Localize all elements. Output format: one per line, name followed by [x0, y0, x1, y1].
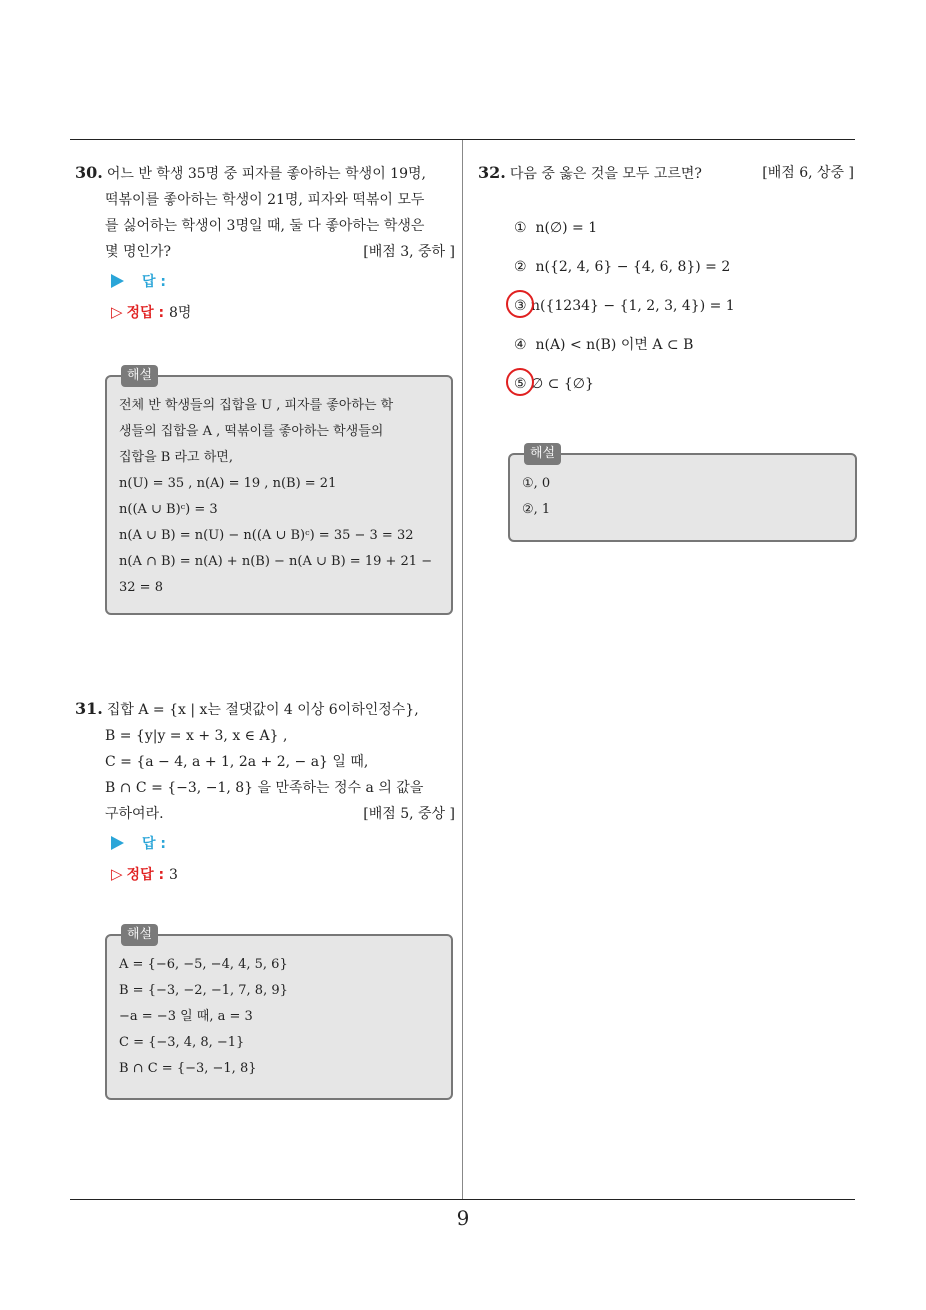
explain-line: C = {−3, 4, 8, −1} — [119, 1035, 245, 1050]
question-30-line2: 떡볶이를 좋아하는 학생이 21명, 피자와 떡볶이 모두 — [105, 192, 425, 208]
triangle-outline-icon: ▷ — [111, 303, 123, 321]
play-icon — [111, 274, 124, 288]
page-number: 9 — [456, 1206, 470, 1230]
explanation-tag: 해설 — [524, 443, 561, 465]
explain-line: −a = −3 일 때, a = 3 — [119, 1009, 253, 1024]
explain-line: n((A ∪ B)ᶜ) = 3 — [119, 502, 218, 517]
score: [배점 6, 상중 ] — [762, 165, 854, 181]
question-32 — [478, 160, 854, 187]
correct-answer-value: 8명 — [168, 305, 192, 321]
triangle-outline-icon: ▷ — [111, 865, 123, 883]
explanation-box-32 — [508, 446, 857, 542]
question-32-line1: 32. 다음 중 옳은 것을 모두 고르면? [배점 6, 상중 ] — [478, 160, 854, 187]
explanation-box-31 — [105, 927, 453, 1100]
question-30-line3: 를 싫어하는 학생이 3명일 때, 둘 다 좋아하는 학생은 — [105, 218, 425, 234]
question-31-line2: B = {y|y = x + 3, x ∈ A} , — [105, 728, 288, 744]
question-30 — [75, 160, 455, 326]
question-30-line4: 몇 명인가? [배점 3, 중하 ] — [75, 239, 455, 265]
column-divider — [462, 140, 463, 1200]
option-2: ② n({2, 4, 6} − {4, 6, 8}) = 2 — [514, 259, 731, 275]
question-31-line3: C = {a − 4, a + 1, 2a + 2, − a} 일 때, — [105, 754, 369, 770]
explain-line: ①, 0 — [522, 476, 551, 491]
selected-circle-icon — [506, 368, 534, 396]
question-number: 31. — [75, 699, 103, 718]
explain-line: B ∩ C = {−3, −1, 8} — [119, 1061, 257, 1076]
option-4: ④ n(A) < n(B) 이면 A ⊂ B — [514, 337, 694, 353]
options-list — [514, 218, 854, 413]
explain-line: 집합을 B 라고 하면, — [119, 450, 233, 465]
option-5: ⑤ ∅ ⊂ {∅} — [514, 374, 854, 413]
answer-row: 답 : — [75, 831, 455, 857]
answer-row: 답 : — [75, 269, 455, 295]
explanation-box-30 — [105, 368, 453, 615]
question-number: 30. — [75, 163, 103, 182]
explain-line: 전체 반 학생들의 집합을 U , 피자를 좋아하는 학 — [119, 398, 394, 413]
question-31-line5: 구하여라. [배점 5, 중상 ] — [75, 801, 455, 827]
score: [배점 3, 중하 ] — [363, 244, 455, 260]
explain-line: B = {−3, −2, −1, 7, 8, 9} — [119, 983, 288, 998]
explain-line: 32 = 8 — [119, 580, 163, 595]
selected-circle-icon — [506, 290, 534, 318]
explain-line: n(A ∪ B) = n(U) − n((A ∪ B)ᶜ) = 35 − 3 = 32 — [119, 528, 414, 543]
correct-answer-value: 3 — [168, 867, 178, 883]
option-1: ① n(∅) = 1 — [514, 220, 598, 236]
bottom-rule — [70, 1199, 855, 1200]
play-icon — [111, 836, 124, 850]
explain-line: 생들의 집합을 A , 떡볶이를 좋아하는 학생들의 — [119, 424, 384, 439]
explain-line: n(U) = 35 , n(A) = 19 , n(B) = 21 — [119, 476, 337, 491]
explanation-tag: 해설 — [121, 365, 158, 387]
explanation-tag: 해설 — [121, 924, 158, 946]
question-31-line4: B ∩ C = {−3, −1, 8} 을 만족하는 정수 a 의 값을 — [105, 780, 424, 796]
question-number: 32. — [478, 163, 506, 182]
explain-line: A = {−6, −5, −4, 4, 5, 6} — [119, 957, 288, 972]
correct-answer-row: ▷ 정답 : 3 — [75, 861, 455, 888]
explain-line: n(A ∩ B) = n(A) + n(B) − n(A ∪ B) = 19 + 21 − — [119, 554, 433, 569]
question-31-line1: 31. 집합 A = {x | x는 절댓값이 4 이상 6이하인정수}, — [75, 699, 419, 718]
option-3: ③ n({1234} − {1, 2, 3, 4}) = 1 — [514, 296, 854, 335]
correct-answer-row: ▷ 정답 : 8명 — [75, 299, 455, 326]
score: [배점 5, 중상 ] — [363, 806, 455, 822]
question-31 — [75, 696, 455, 888]
question-30-line1: 30. 어느 반 학생 35명 중 피자를 좋아하는 학생이 19명, — [75, 163, 426, 182]
explain-line: ②, 1 — [522, 502, 551, 517]
